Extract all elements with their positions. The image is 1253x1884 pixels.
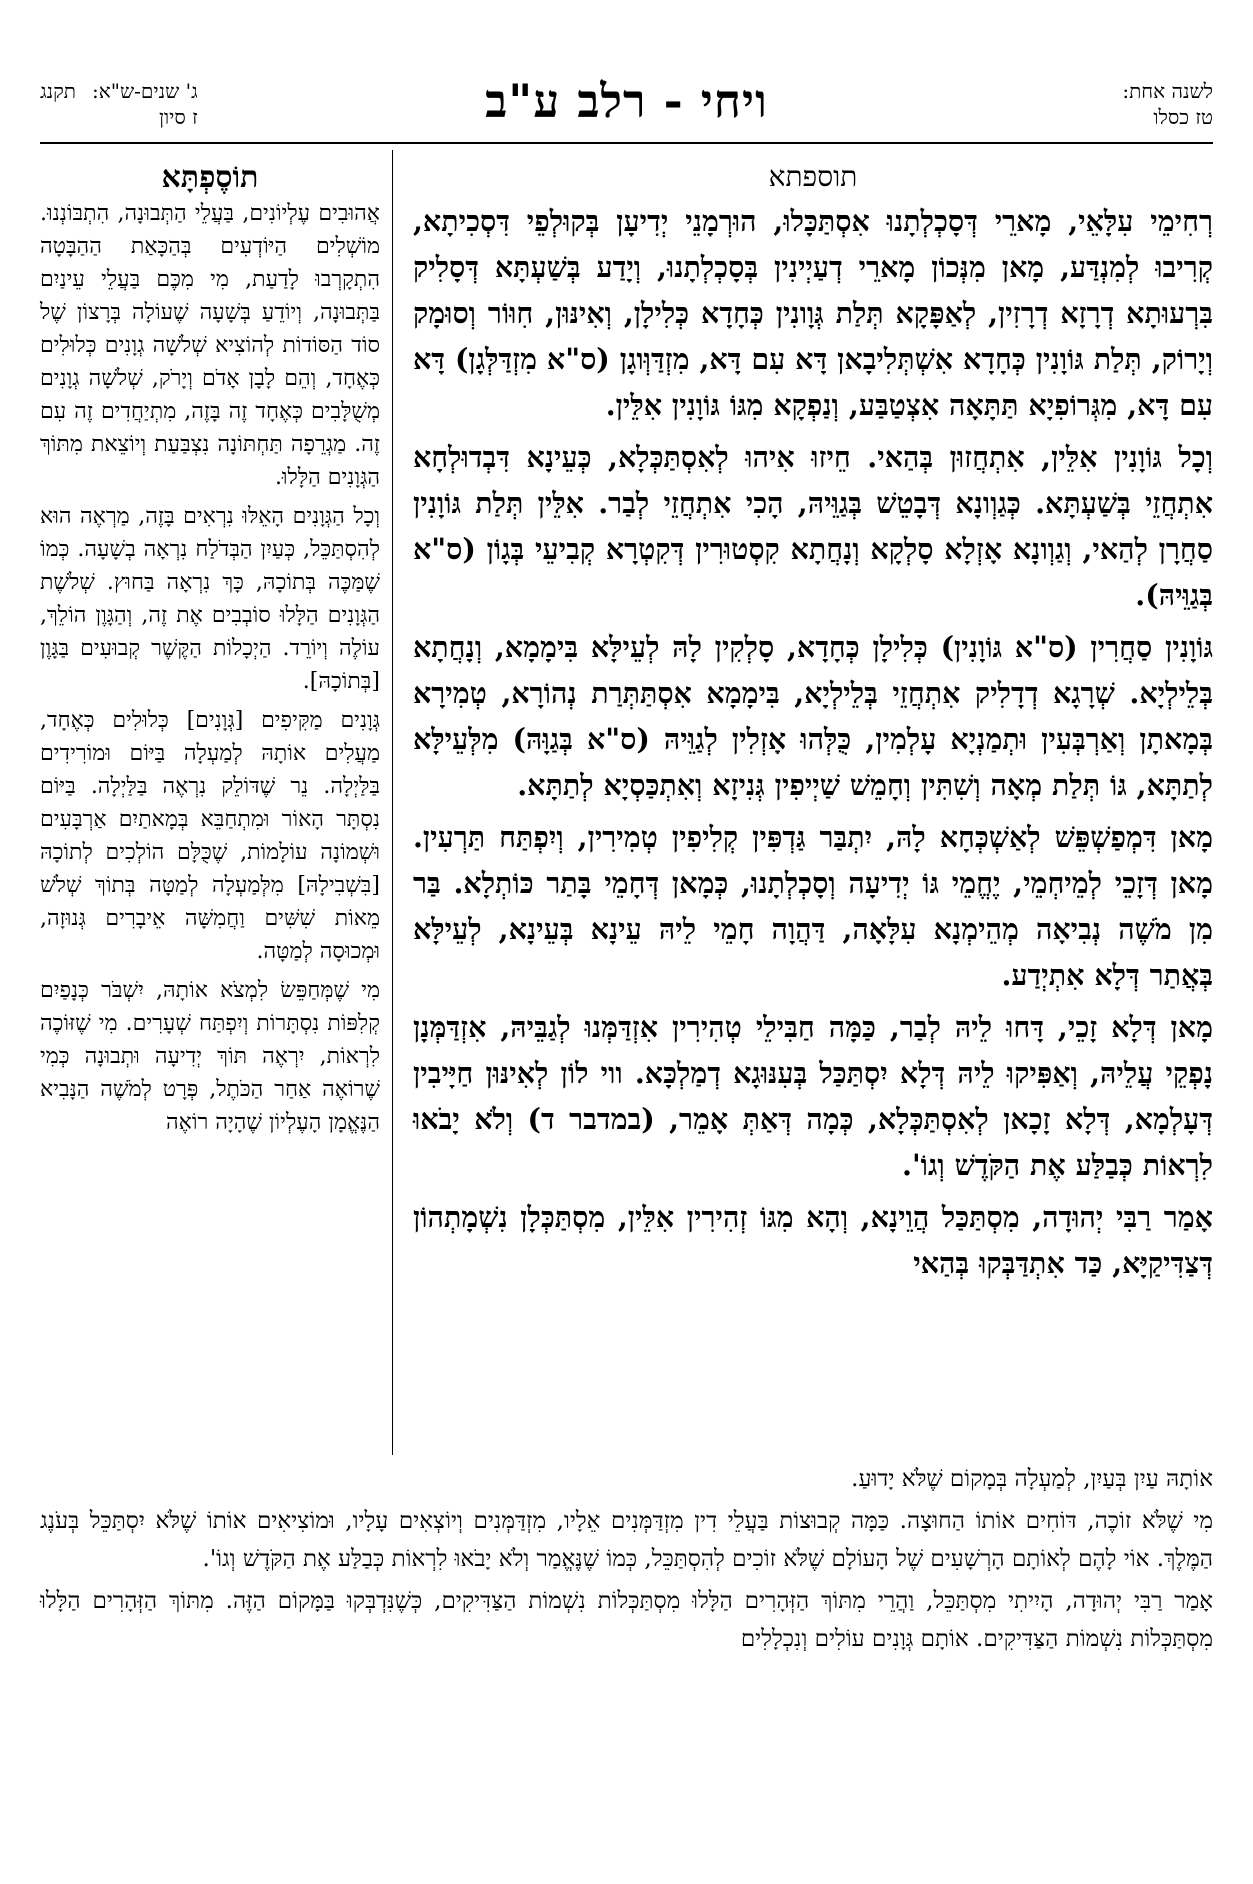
translation-paragraph: אוֹתָהּ עַיִן בְּעַיִן, לְמַעְלָה בְּמָקוֹם שֶׁלֹּא יָדוּעַ. — [851, 1466, 1213, 1492]
aramaic-column — [413, 160, 1213, 1292]
translation-paragraph: וְכָל הַגְּוָנִים הָאֵלּוּ נִרְאִים בָּזֶה, מַרְאֶה הוּא לְהִסְתַּכֵּל, כְּעַיִן הַבְּדֹלַח נִרְאָה בְשָׁעָה. כְּמוֹ שֶׁמַּכֶּה בְּתוֹכָהּ, כָּךְ נִרְאָה בַּחוּץ. שְׁלֹשֶׁת הַגְּוָנִים הַלָּלוּ סוֹבְבִים אֶת זֶה, וְהַגָּוֶן הוֹלֵךְ, עוֹלֶה וְיוֹרֵד. הַיְכָלוֹת הַקֶּשֶׁר קְבוּעִים בַּגָּוֶן [בְּתוֹכָהּ]. — [40, 504, 380, 694]
page-title: ויחי - רלב ע"ב — [485, 74, 768, 128]
translation-paragraph: מִי שֶׁלֹּא זוֹכֶה, דּוֹחִים אוֹתוֹ הַחוּצָה. כַּמָּה קְבוּצוֹת בַּעֲלֵי דִין מִזְדַּמְּנִים אֵלָיו, מִזְדַּמְּנִים וְיוֹצְאִים עָלָיו, וּמוֹצִיאִים אוֹתוֹ שֶׁלֹּא יִסְתַּכֵּל בְּעֹנֶג הַמֶּלֶךְ. אוֹי לָהֶם לְאוֹתָם הָרְשָׁעִים שֶׁל הָעוֹלָם שֶׁלֹּא זוֹכִים לְהִסְתַּכֵּל, כְּמוֹ שֶׁנֶּאֱמַר וְלֹא יָבֹאוּ לִרְאוֹת כְּבַלַּע אֶת הַקֹּדֶשׁ וְגוֹ'. — [40, 1508, 1213, 1572]
translation-paragraph: מִי שֶׁמְּחַפֵּשׂ לִמְצֹא אוֹתָהּ, יִשְׁבֹּר כְּנָפַיִם קְלִפּוֹת נִסְתָּרוֹת וְיִפְתַּח שְׁעָרִים. מִי שֶׁזּוֹכֶה לִרְאוֹת, יִרְאֶה תּוֹךְ יְדִיעָה וּתְבוּנָה כְּמִי שֶׁרוֹאֶה אַחַר הַכֹּתֶל, פְּרָט לְמֹשֶׁה הַנָּבִיא הַנֶּאֱמָן הָעֶלְיוֹן שֶׁהָיָה רוֹאֶה — [40, 978, 380, 1135]
header-cycle-date: ז סיון — [158, 105, 198, 129]
aramaic-paragraph: גּוֹוָנִין סַחֲרִין (ס"א גּוֹוָנִין) כְּלִילָן כְּחָדָא, סָלְקִין לָהּ לְעֵילָּא בִּימָמָא, וְנָחֲתָא בְּלֵילְיָא. שְׁרָגָא דְדָלִיק אִתְחֲזֵי בְּלֵילְיָא, בִּימָמָא אִסְתַּתְּרַת נְהוֹרָא, טְמִירָא בְּמָאתָן וְאַרְבְּעִין וּתְמַנְיָא עָלְמִין, כֻּלְּהוּ אָזְלִין לְגַוֵּיהּ (ס"א בְּגַוָּהּ) מִלְּעֵילָּא לְתַתָּא, גּוֹ תְּלַת מְאָה וְשִׁתִּין וְחָמֵשׁ שַׁיְיפִין גְּנִיזָא וְאִתְכַּסְיָא לְתַתָּא. — [413, 630, 1213, 802]
header-rule — [40, 142, 1213, 144]
translation-paragraph: אֲהוּבִים עֶלְיוֹנִים, בַּעֲלֵי הַתְּבוּנָה, הִתְבּוֹנְנוּ. מוֹשְׁלִים הַיּוֹדְעִים בְּהַכָּאַת הַהַבָּטָה הִתְקָרְבוּ לָדַעַת, מִי מִכֶּם בַּעֲלֵי עֵינַיִם בַּתְּבוּנָה, וְיוֹדֵעַ בְּשָׁעָה שֶׁעוֹלָה בְּרָצוֹן שֶׁל סוֹד הַסּוֹדוֹת לְהוֹצִיא שְׁלֹשָׁה גְוָנִים כְּלוּלִים כְּאֶחָד, וְהֵם לָבָן אָדֹם וְיָרֹק, שְׁלֹשָׁה גְוָנִים מְשֻׁלָּבִים כְּאֶחָד זֶה בָּזֶה, מִתְיַחֲדִים זֶה עִם זֶה. מַגְרֵפָה תַּחְתּוֹנָה נִצְבַּעַת וְיוֹצֵאת מִתּוֹךְ הַגְּוָנִים הַלָּלוּ. — [40, 201, 380, 490]
header-page-number: תקנג — [40, 79, 77, 103]
header-cycle-label: ג' שנים-ש"א: — [92, 79, 198, 103]
translation-continuation — [40, 1460, 1213, 1662]
translation-heading: תוֹסֶפְתָּא — [161, 160, 259, 195]
header-schedule-date: טז כסלו — [1153, 105, 1213, 129]
header-date-three-years — [40, 78, 198, 130]
aramaic-paragraph: רְחִימֵי עִלָּאֵי, מָארֵי דְּסָכְלְתָנוּ אִסְתַּכָּלוּ, הוּרְמָנֵי יְדִיעָן בְּקוּלְפֵי דִּסְכִיתָא, קְרִיבוּ לְמִנְדַּע, מָאן מִנְּכוֹן מָארֵי דְעַיְינִין בְּסָכְלְתָנוּ, וְיָדַע בְּשַׁעְתָּא דְּסָלִיק בִּרְעוּתָא דְרָזָא דְרָזִין, לְאַפָּקָא תְּלַת גְּוָונִין כְּחָדָא כְּלִילָן, וְאִינּוּן, חִוּוֹר וְסוּמָק וְיָרוֹק, תְּלַת גּוֹוָנִין כְּחָדָא אִשְׁתְּלִיבָאן דָּא עִם דָּא, מִזְדַּוְּוגָן (ס"א מִזְדַּלְּגָן) דָּא עִם דָּא, מִגְּרוֹפִיָא תַּתָּאָה אִצְטַבַּע, וְנַפְקָא מִגּוֹ גּוֹוָנִין אִלֵּין. — [413, 204, 1213, 422]
aramaic-paragraph: מָאן דְּלָא זָכֵי, דָּחוּ לֵיהּ לְבַר, כַּמָּה חַבִּילֵי טְהִירִין אִזְדַּמְּנוּ לְגַבֵּיהּ, אִזְדַּמְּנָן נָפְקֵי עֲלֵיהּ, וְאַפִּיקוּ לֵיהּ דְּלָא יִסְתַּכַּל בְּעִנּוּגָא דְמַלְכָּא. ווי לוֹן לְאִינּוּן חַיָּיבִין דְּעָלְמָא, דְּלָא זָכָאן לְאִסְתַּכְּלָא, כְּמָה דְּאַתְּ אָמֵר, (במדבר ד) וְלֹא יָבֹאוּ לִרְאוֹת כְּבַלַּע אֶת הַקֹּדֶשׁ וְגוֹ'. — [413, 1010, 1213, 1182]
aramaic-paragraph: אָמַר רַבִּי יְהוּדָה, מִסְתַּכַּל הֲוֵינָא, וְהָא מִגּוֹ זְהִירִין אִלֵּין, מִסְתַּכְּלָן נִשְׁמָתְהוֹן דְּצַדִּיקַיָּא, כַּד אִתְדַּבְּקוּ בְּהַאי — [413, 1200, 1213, 1280]
translation-paragraph: גְּוָנִים מַקִּיפִים [גְּוָנִים] כְּלוּלִים כְּאֶחָד, מַעֲלִים אוֹתָהּ לְמַעְלָה בַּיּוֹם וּמוֹרִידִים בַּלַּיְלָה. נֵר שֶׁדּוֹלֵק נִרְאֶה בַּלַּיְלָה. בַּיּוֹם נִסְתָּר הָאוֹר וּמִתְחַבֵּא בְּמָאתַיִם אַרְבָּעִים וּשְׁמוֹנָה עוֹלָמוֹת, שֶׁכֻּלָּם הוֹלְכִים לְתוֹכָהּ [בִּשְׁבִילָהּ] מִלְּמַעְלָה לְמַטָּה בְּתוֹךְ שְׁלֹשׁ מֵאוֹת שִׁשִּׁים וַחֲמִשָּׁה אֵיבָרִים גְּנוּזָה, וּמְכוּסָה לְמַטָּה. — [40, 708, 380, 964]
translation-column — [40, 160, 380, 1145]
aramaic-paragraph: מָאן דִּמְפַשְׁפֵּשׁ לְאַשְׁכְּחָא לָהּ, יִתְבַּר גַּדְפִּין קְלִיפִין טְמִירִין, וְיִפְתַּח תַּרְעִין. מָאן דְּזָכֵי לְמֵיחְמֵי, יֶחֱמֵי גּוֹ יְדִיעָה וְסָכְלְתָנוּ, כְּמָאן דְּחָמֵי בָּתַר כּוֹתְלָא. בַּר מִן מֹשֶׁה נְבִיאָה מְהֵימְנָא עִלָּאָה, דַּהֲוָה חָמֵי לֵיהּ עֵינָא בְּעֵינָא, לְעֵילָּא בְּאֲתַר דְּלָא אִתְיְדַע. — [413, 820, 1213, 992]
zohar-page — [40, 50, 1213, 1850]
header-schedule-label: לשנה אחת: — [1122, 79, 1213, 103]
page-header — [40, 68, 1213, 138]
aramaic-heading: תוספתא — [768, 160, 858, 193]
aramaic-paragraph: וְכָל גּוֹוָנִין אִלֵּין, אִתְחֲזוּן בְּהַאי. חֵיזוּ אִיהוּ לְאִסְתַּכְּלָא, כְּעֵינָא דִּבְדוּלְחָא אִתְחֲזֵי בְּשַׁעְתָּא. כְּגַוְונָא דְּבָטֵשׁ בְּגַוֵּיהּ, הָכִי אִתְחֲזֵי לְבַר. אִלֵּין תְּלַת גּוֹוָנִין סַחֲרָן לְהַאי, וְגַוְונָא אָזְלָא סָלְקָא וְנָחֲתָא קִסְטוּרִין דְּקִטְרָא קְבִיעֵי בְּגָוֹן (ס"א בְּגַוֵּיהּ). — [413, 440, 1213, 612]
translation-paragraph: אָמַר רַבִּי יְהוּדָה, הָיִיתִי מִסְתַּכֵּל, וַהֲרֵי מִתּוֹךְ הַזְּהָרִים הַלָּלוּ מִסְתַּכְּלוֹת נִשְׁמוֹת הַצַּדִּיקִים, כְּשֶׁנִּדְבְּקוּ בַּמָּקוֹם הַזֶּה. מִתּוֹךְ הַזְּהָרִים הַלָּלוּ מִסְתַּכְּלוֹת נִשְׁמוֹת הַצַּדִּיקִים. אוֹתָם גְּוָנִים עוֹלִים וְנִכְלָלִים — [40, 1588, 1213, 1652]
column-divider — [392, 150, 393, 1455]
